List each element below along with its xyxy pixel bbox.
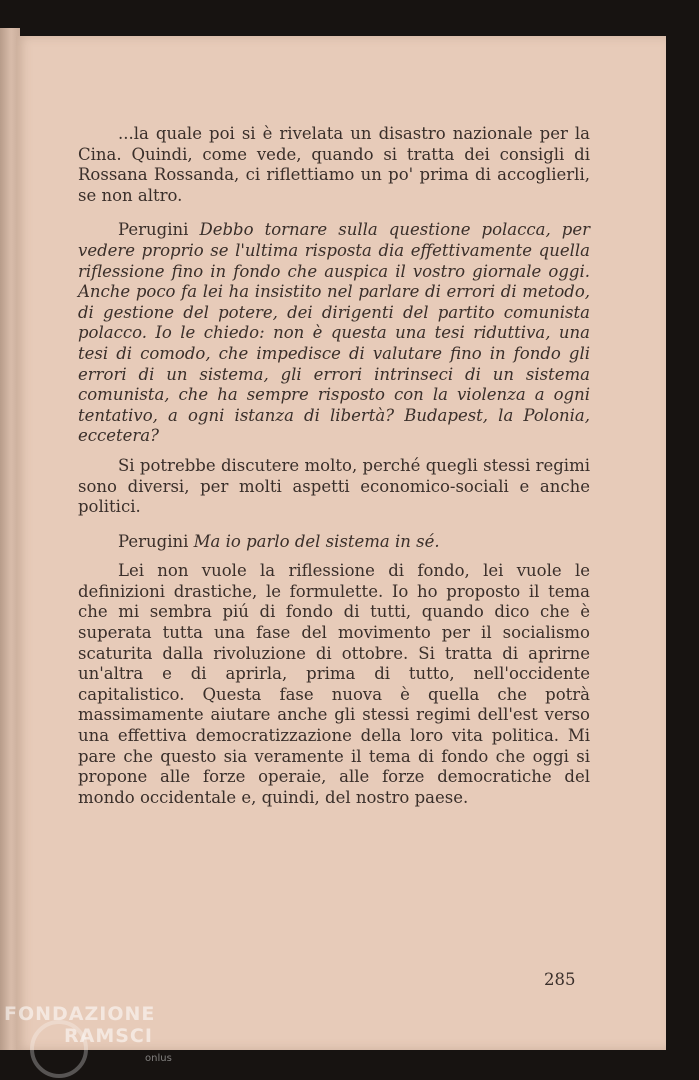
book-page — [16, 36, 666, 1050]
speaker-name: Perugini — [118, 531, 189, 551]
watermark-line-1: FONDAZIONE — [4, 1003, 156, 1025]
speaker-name: Perugini — [118, 220, 189, 240]
watermark-line-2: RAMSCI — [64, 1025, 153, 1047]
page-number: 285 — [544, 970, 576, 989]
paragraph-2 — [78, 220, 590, 447]
paragraph-4-question: Ma io parlo del sistema in sé. — [193, 531, 440, 551]
watermark — [4, 1003, 155, 1047]
paragraph-3 — [78, 456, 590, 518]
paragraph-1-text: ...la quale poi si è rivelata un disastro nazionale per la Cina. Quindi, come vede, quando si tratta dei consigli di Rossana Rossanda, ci riflettiamo un po' prima di accoglierli, se non altro. — [78, 124, 590, 205]
body-text — [78, 124, 590, 808]
paragraph-4 — [78, 532, 590, 553]
watermark-onlus: onlus — [145, 1053, 172, 1064]
paragraph-5 — [78, 561, 590, 808]
paragraph-1 — [78, 124, 590, 206]
paragraph-2-question: Debbo tornare sulla questione polacca, per vedere proprio se l'ultima risposta dia effettivamente quella riflessione fino in fondo che auspica il vostro giornale oggi. Anche poco fa lei ha insistito nel parlare di errori di metodo, di gestione del potere, dei dirigenti del partito comunista polacco. Io le chiedo: non è questa una tesi riduttiva, una tesi di comodo, che impedisce di valutare fino in fondo gli errori di un sistema, gli errori intrinseci di un sistema comunista, che ha sempre risposto con la violenza a ogni tentativo, a ogni istanza di libertà? Budapest, la Polonia, eccetera? — [78, 220, 590, 446]
paragraph-3-text: Si potrebbe discutere molto, perché quegli stessi regimi sono diversi, per molti aspetti economico-sociali e anche politici. — [78, 455, 590, 517]
paragraph-5-text: Lei non vuole la riflessione di fondo, lei vuole le definizioni drastiche, le formulette. Io ho proposto il tema che mi sembra piú di fondo di tutti, quando dico che è superata tutta una fase del movimento per il socialismo scaturita dalla rivoluzione di ottobre. Si tratta di aprirne un'altra e di aprirla, prima di tutto, nell'occidente capitalistico. Questa fase nuova è quella che potrà massimamente aiutare anche gli stessi regimi dell'est verso una effettiva democratizzazione della loro vita politica. Mi pare che questo sia veramente il tema di fondo che oggi si propone alle forze operaie, alle forze democratiche del mondo occidentale e, quindi, del nostro paese. — [78, 561, 590, 807]
